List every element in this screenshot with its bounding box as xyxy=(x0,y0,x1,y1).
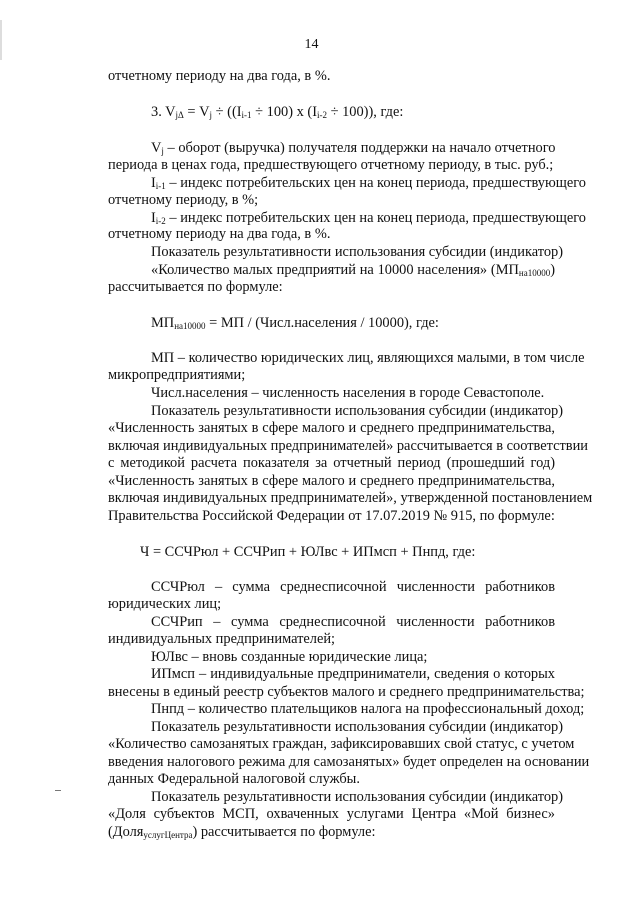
text-line: отчетному периоду на два года, в %. xyxy=(108,68,331,84)
text-line: «Доля субъектов МСП, охваченных услугами Центра «Мой бизнес» xyxy=(108,806,555,822)
formula-ch: Ч = ССЧРюл + ССЧРип + ЮЛвс + ИПмсп + Пнпд, где: xyxy=(140,544,476,560)
text-line: Показатель результативности использования субсидии (индикатор) xyxy=(151,789,564,805)
definition-ii1: $I_{i-1}$ – индекс потребительских цен на конец периода, предшествующего xyxy=(151,175,586,191)
text-line: введения налогового режима для самозанятых» будет определен на основании xyxy=(108,754,590,770)
text-line: с методикой расчета показателя за отчетный период (прошедший год) xyxy=(108,455,555,471)
text-line: «Численность занятых в сфере малого и среднего предпринимательства, xyxy=(108,420,555,436)
text-line: юридических лиц; xyxy=(108,596,222,612)
text-line: периода в ценах года, предшествующего отчетному периоду, в тыс. руб.; xyxy=(108,157,554,173)
text-line: ССЧРюл – сумма среднесписочной численности работников xyxy=(151,579,555,595)
text-line: «Численность занятых в сфере малого и среднего предпринимательства, xyxy=(108,473,555,489)
text-line: данных Федеральной налоговой службы. xyxy=(108,771,360,787)
text-line: (Доля$_{услугЦентра}$) рассчитывается по формуле: xyxy=(108,824,376,840)
text-line: Показатель результативности использования субсидии (индикатор) xyxy=(151,244,564,260)
text-line: МП – количество юридических лиц, являющихся малыми, в том числе xyxy=(151,350,585,366)
text-line: включая индивидуальных предпринимателей», утвержденной постановлением xyxy=(108,490,593,506)
text-line: отчетному периоду на два года, в %. xyxy=(108,226,331,242)
definition-ii2: $I_{i-2}$ – индекс потребительских цен на конец периода, предшествующего xyxy=(151,210,586,226)
text-line: ЮЛвс – вновь созданные юридические лица; xyxy=(151,649,428,665)
text-line: индивидуальных предпринимателей; xyxy=(108,631,336,647)
margin-dash xyxy=(55,790,61,791)
definition-vj: $V_j$ – оборот (выручка) получателя поддержки на начало отчетного xyxy=(151,140,556,156)
text-line: Правительства Российской Федерации от 17.07.2019 № 915, по формуле: xyxy=(108,508,555,524)
page-number: 14 xyxy=(304,37,319,52)
text-line: Показатель результативности использования субсидии (индикатор) xyxy=(151,403,564,419)
text-line: ИПмсп – индивидуальные предприниматели, сведения о которых xyxy=(151,666,555,682)
text-line: Показатель результативности использования субсидии (индикатор) xyxy=(151,719,564,735)
text-line: отчетному периоду, в %; xyxy=(108,192,259,208)
formula-mp: $МП_{на10000}$ = МП / (Числ.населения / 10000), где: xyxy=(151,315,439,331)
formula-vj: 3. $V_{j\Delta} = V_j \div ((I_{i-1} \div 100)$ х $(I_{i-2} \div 100)$), где: xyxy=(151,104,404,120)
text-line: «Количество малых предприятий на 10000 населения» $(МП_{на10000})$ xyxy=(151,262,555,278)
text-line: Числ.населения – численность населения в городе Севастополе. xyxy=(151,385,545,401)
text-line: ССЧРип – сумма среднесписочной численности работников xyxy=(151,614,555,630)
text-line: «Количество самозанятых граждан, зафиксировавших свой статус, с учетом xyxy=(108,736,575,752)
text-line: Пнпд – количество плательщиков налога на профессиональный доход; xyxy=(151,701,585,717)
text-line: рассчитывается по формуле: xyxy=(108,279,283,295)
text-line: включая индивидуальных предпринимателей» рассчитывается в соответствии xyxy=(108,438,588,454)
text-line: внесены в единый реестр субъектов малого и среднего предпринимательства; xyxy=(108,684,585,700)
text-line: микропредприятиями; xyxy=(108,367,246,383)
